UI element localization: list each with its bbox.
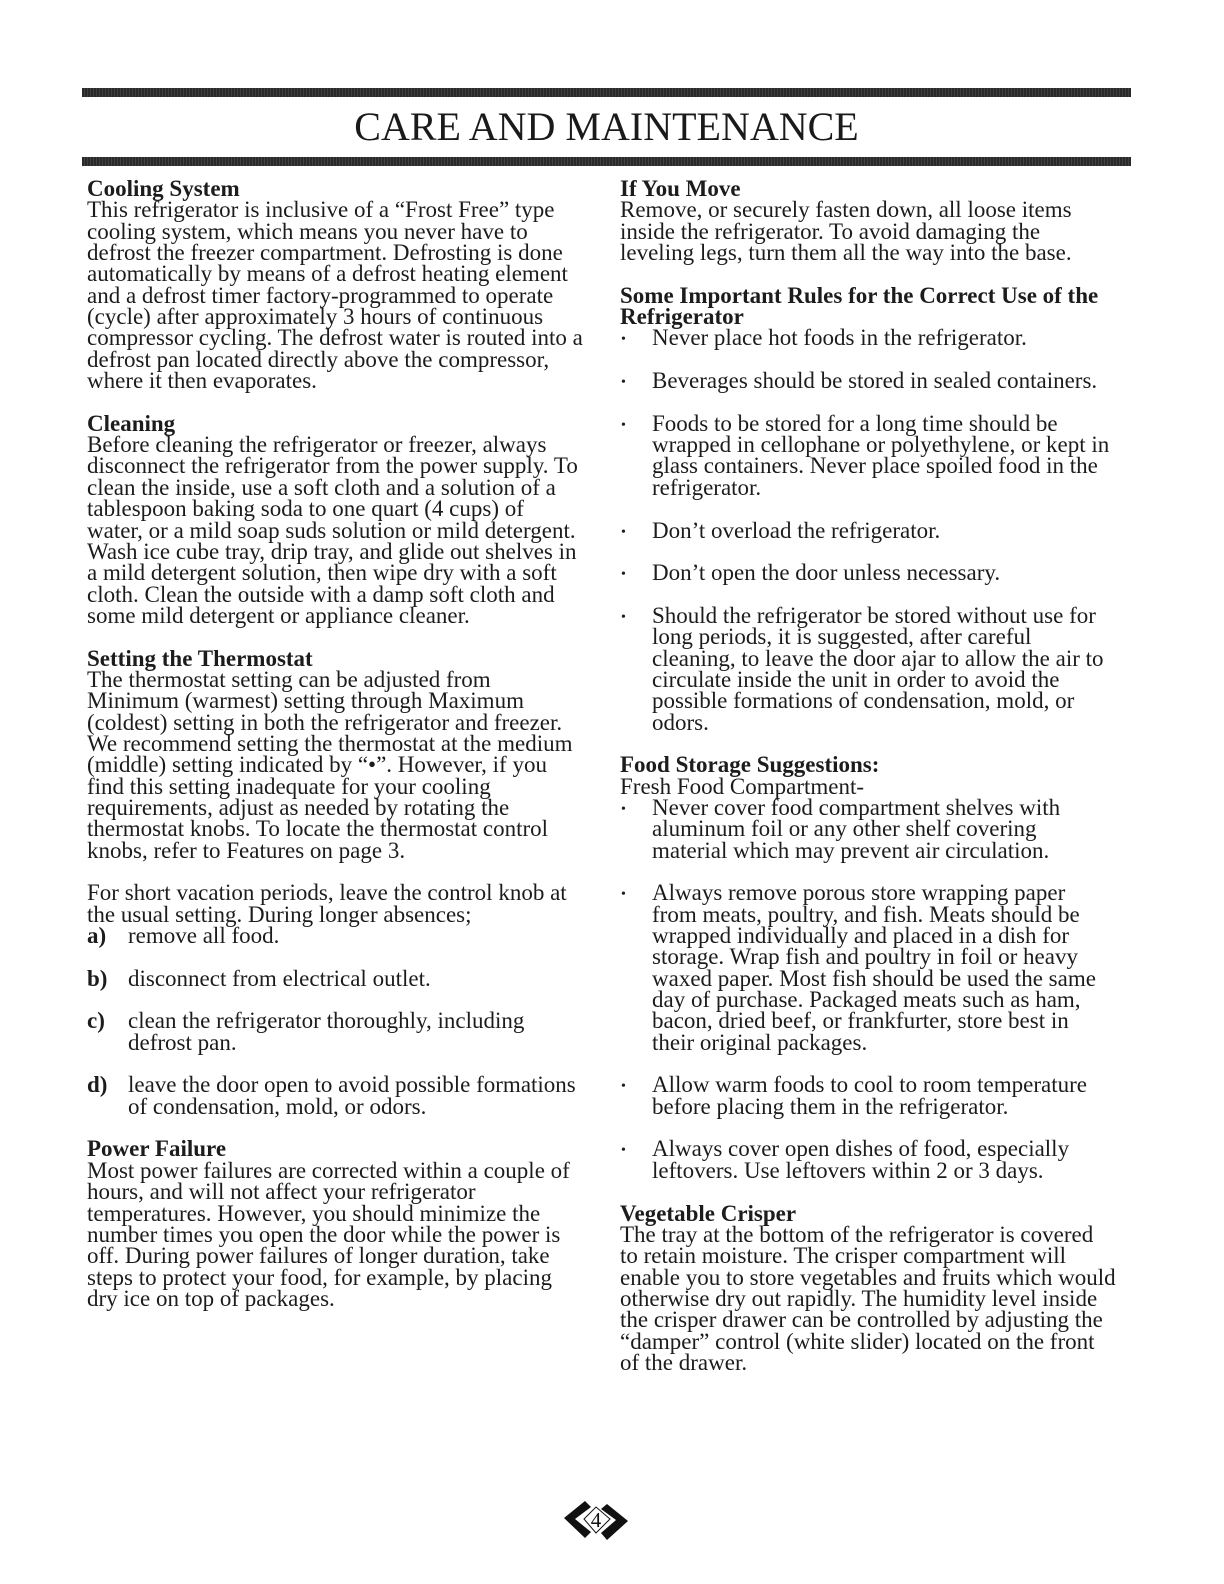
bullet-item (620, 1074, 1135, 1117)
bullet-marker: • (621, 417, 626, 433)
if-you-move-line: Remove, or securely fasten down, all loose items (620, 197, 1072, 223)
power-failure-line: Most power failures are corrected within a couple of (87, 1157, 570, 1183)
cooling-system-line: defrost pan located directly above the compressor, (87, 346, 550, 372)
bullet-item (620, 794, 1135, 863)
cooling-system-heading: Cooling System (87, 176, 240, 201)
bullet-line: Allow warm foods to cool to room temperature (652, 1072, 1087, 1098)
bullet-item (620, 560, 1135, 586)
thermostat-line: thermostat knobs. To locate the thermostat control (87, 816, 549, 842)
cooling-system-line: (cycle) after approximately 3 hours of continuous (87, 304, 544, 330)
page-number: 4 (590, 1508, 602, 1532)
bullet-text (652, 368, 1135, 394)
header-bottom-rule (82, 157, 1131, 166)
cleaning-line: tablespoon baking soda to one quart (4 cups) of (87, 496, 524, 522)
vacation-step (87, 965, 592, 991)
thermostat-line: The thermostat setting can be adjusted from (87, 666, 491, 692)
cooling-system-line: where it then evaporates. (87, 368, 317, 394)
cooling-system-section (87, 176, 592, 394)
step-text (128, 1010, 592, 1053)
page-number-badge (560, 1497, 632, 1543)
cooling-system-line: defrost the freezer compartment. Defrosting is done (87, 240, 563, 266)
bullet-marker: • (621, 524, 626, 540)
important-rules-heading: Some Important Rules for the Correct Use of the (620, 282, 1099, 308)
page-title: CARE AND MAINTENANCE (354, 104, 859, 149)
cleaning-heading: Cleaning (87, 410, 176, 436)
step-text (128, 1074, 592, 1117)
cleaning-line: clean the inside, use a soft cloth and a solution of a (87, 474, 556, 500)
thermostat-section (87, 645, 592, 863)
vacation-step (87, 923, 592, 949)
vegetable-crisper-line: The tray at the bottom of the refrigerator is covered (620, 1221, 1094, 1247)
bullet-line: Don’t open the door unless necessary. (652, 560, 1001, 586)
bullet-line: bacon, dried beef, or frankfurter, store best in (652, 1008, 1069, 1034)
bullet-line: waxed paper. Most fish should be used the same (652, 965, 1096, 991)
bullet-item (620, 1138, 1135, 1181)
bullet-line: storage. Wrap fish and poultry in foil or heavy (652, 944, 1078, 970)
power-failure-line: temperatures. However, you should minimize the (87, 1200, 541, 1226)
bullet-text (652, 325, 1135, 351)
power-failure-line: steps to protect your food, for example, by placing (87, 1264, 552, 1290)
bullet-marker: • (621, 609, 626, 625)
bullet-item (620, 368, 1135, 394)
vacation-section (87, 882, 592, 1117)
bullet-item (620, 602, 1135, 735)
vegetable-crisper-heading: Vegetable Crisper (620, 1200, 797, 1226)
vegetable-crisper-line: otherwise dry out rapidly. The humidity level inside (620, 1285, 1098, 1311)
cleaning-line: disconnect the refrigerator from the power supply. To (87, 453, 578, 479)
power-failure-line: number times you open the door while the power is (87, 1221, 561, 1247)
bullet-line: Always cover open dishes of food, especially (652, 1136, 1070, 1162)
thermostat-line: (coldest) setting in both the refrigerator and freezer. (87, 709, 563, 735)
bullet-line: long periods, it is suggested, after careful (652, 624, 1032, 650)
thermostat-line: (middle) setting indicated by “•”. However, if you (87, 752, 547, 778)
food-storage-section (620, 754, 1135, 1181)
bullet-line: Should the refrigerator be stored without use for (652, 602, 1096, 628)
bullet-item (620, 410, 1135, 500)
left-column (87, 178, 592, 1309)
page-number-graphic (560, 1497, 632, 1543)
bullet-marker: • (621, 1079, 626, 1095)
step-label: a) (87, 923, 107, 949)
if-you-move-section (620, 176, 1135, 266)
vegetable-crisper-line: “damper” control (white slider) located on the front (620, 1328, 1095, 1354)
important-rules-section (620, 282, 1135, 735)
thermostat-line: knobs, refer to Features on page 3. (87, 837, 406, 863)
step-label: b) (87, 965, 108, 991)
bullet-line: possible formations of condensation, mold, or (652, 688, 1075, 714)
bullet-line: circulate inside the unit in order to avoid the (652, 666, 1060, 692)
bullet-line: Always remove porous store wrapping paper (652, 880, 1066, 906)
step-line: clean the refrigerator thoroughly, including (128, 1008, 525, 1034)
cleaning-line: a mild detergent solution, then wipe dry with a soft (87, 560, 557, 586)
step-label: d) (87, 1072, 108, 1098)
if-you-move-line: leveling legs, turn them all the way into the base. (620, 240, 1072, 266)
vegetable-crisper-line: the crisper drawer can be controlled by adjusting the (620, 1307, 1103, 1333)
bullet-line: refrigerator. (652, 474, 762, 500)
cleaning-line: Wash ice cube tray, drip tray, and glide out shelves in (87, 538, 577, 564)
bullet-line: Never cover food compartment shelves with (652, 794, 1061, 820)
left-chevron-icon (564, 1501, 591, 1538)
bullet-text (652, 517, 1135, 543)
power-failure-section (87, 1138, 592, 1309)
step-text (128, 923, 592, 949)
bullet-line: their original packages. (652, 1029, 868, 1055)
bullet-item (620, 517, 1135, 543)
bullet-line: cleaning, to leave the door ajar to allow the air to (652, 645, 1104, 671)
right-chevron-icon (601, 1504, 628, 1540)
bullet-line: odors. (652, 709, 709, 735)
thermostat-line: requirements, adjust as needed by rotating the (87, 794, 510, 820)
cleaning-line: cloth. Clean the outside with a damp soft cloth and (87, 581, 555, 607)
step-line: of condensation, mold, or odors. (128, 1093, 427, 1119)
bullet-text (652, 560, 1135, 586)
step-label: c) (87, 1008, 105, 1034)
bullet-line: Don’t overload the refrigerator. (652, 517, 941, 543)
power-failure-heading: Power Failure (87, 1136, 227, 1162)
cooling-system-line: and a defrost timer factory-programmed to operate (87, 282, 554, 308)
bullet-text (652, 1138, 1135, 1181)
thermostat-line: find this setting inadequate for your cooling (87, 773, 491, 799)
cleaning-line: water, or a mild soap suds solution or mild detergent. (87, 517, 576, 543)
bullet-line: wrapped individually and placed in a dish for (652, 923, 1070, 949)
if-you-move-heading: If You Move (620, 176, 741, 201)
food-storage-subheading: Fresh Food Compartment- (620, 773, 865, 799)
step-line: defrost pan. (128, 1029, 237, 1055)
cooling-system-line: This refrigerator is inclusive of a “Frost Free” type (87, 197, 555, 223)
thermostat-line: Minimum (warmest) setting through Maximum (87, 688, 524, 714)
bullet-marker: • (621, 1143, 626, 1159)
vegetable-crisper-line: enable you to store vegetables and fruits which would (620, 1264, 1116, 1290)
power-failure-line: dry ice on top of packages. (87, 1285, 335, 1311)
power-failure-line: off. During power failures of longer duration, take (87, 1243, 550, 1269)
bullet-line: wrapped in cellophane or polyethylene, or kept in (652, 432, 1110, 458)
bullet-marker: • (621, 887, 626, 903)
important-rules-heading: Refrigerator (620, 304, 744, 330)
bullet-line: Never place hot foods in the refrigerator. (652, 325, 1027, 351)
bullet-line: from meats, poultry, and fish. Meats should be (652, 901, 1080, 927)
cooling-system-line: cooling system, which means you never have to (87, 218, 528, 244)
thermostat-line: We recommend setting the thermostat at the medium (87, 730, 573, 756)
bullet-line: aluminum foil or any other shelf covering (652, 816, 1037, 842)
bullet-marker: • (621, 801, 626, 817)
cleaning-section (87, 410, 592, 628)
bullet-line: Foods to be stored for a long time should be (652, 410, 1058, 436)
bullet-item (620, 325, 1135, 351)
bullet-line: material which may prevent air circulation. (652, 837, 1050, 863)
right-column (620, 178, 1135, 1373)
bullet-marker: • (621, 375, 626, 391)
thermostat-heading: Setting the Thermostat (87, 645, 313, 671)
bullet-line: glass containers. Never place spoiled food in the (652, 453, 1098, 479)
vacation-step (87, 1074, 592, 1117)
step-line: leave the door open to avoid possible formations (128, 1072, 576, 1098)
vegetable-crisper-section (620, 1200, 1135, 1375)
cleaning-line: Before cleaning the refrigerator or freezer, always (87, 432, 547, 458)
food-storage-heading: Food Storage Suggestions: (620, 752, 880, 778)
bullet-text (652, 602, 1135, 735)
step-text (128, 965, 592, 991)
bullet-text (652, 410, 1135, 500)
bullet-text (652, 1074, 1135, 1117)
bullet-text (652, 882, 1135, 1053)
step-line: disconnect from electrical outlet. (128, 965, 431, 991)
bullet-item (620, 882, 1135, 1053)
vegetable-crisper-line: of the drawer. (620, 1349, 748, 1375)
bullet-line: Beverages should be stored in sealed containers. (652, 368, 1098, 394)
cleaning-line: some mild detergent or appliance cleaner. (87, 602, 470, 628)
bullet-line: leftovers. Use leftovers within 2 or 3 days. (652, 1157, 1044, 1183)
step-line: remove all food. (128, 923, 280, 949)
vegetable-crisper-line: to retain moisture. The crisper compartment will (620, 1243, 1067, 1269)
vacation-step (87, 1010, 592, 1053)
cooling-system-line: compressor cycling. The defrost water is routed into a (87, 325, 583, 351)
header-top-rule (82, 88, 1131, 97)
bullet-marker: • (621, 567, 626, 583)
cooling-system-line: automatically by means of a defrost heating element (87, 261, 568, 287)
bullet-text (652, 794, 1135, 863)
power-failure-line: hours, and will not affect your refrigerator (87, 1179, 476, 1205)
bullet-marker: • (621, 332, 626, 348)
bullet-line: day of purchase. Packaged meats such as ham, (652, 987, 1081, 1013)
if-you-move-line: inside the refrigerator. To avoid damaging the (620, 218, 1041, 244)
vacation-line: For short vacation periods, leave the control knob at (87, 880, 567, 906)
vacation-line: the usual setting. During longer absences; (87, 901, 472, 927)
bullet-line: before placing them in the refrigerator. (652, 1093, 1009, 1119)
